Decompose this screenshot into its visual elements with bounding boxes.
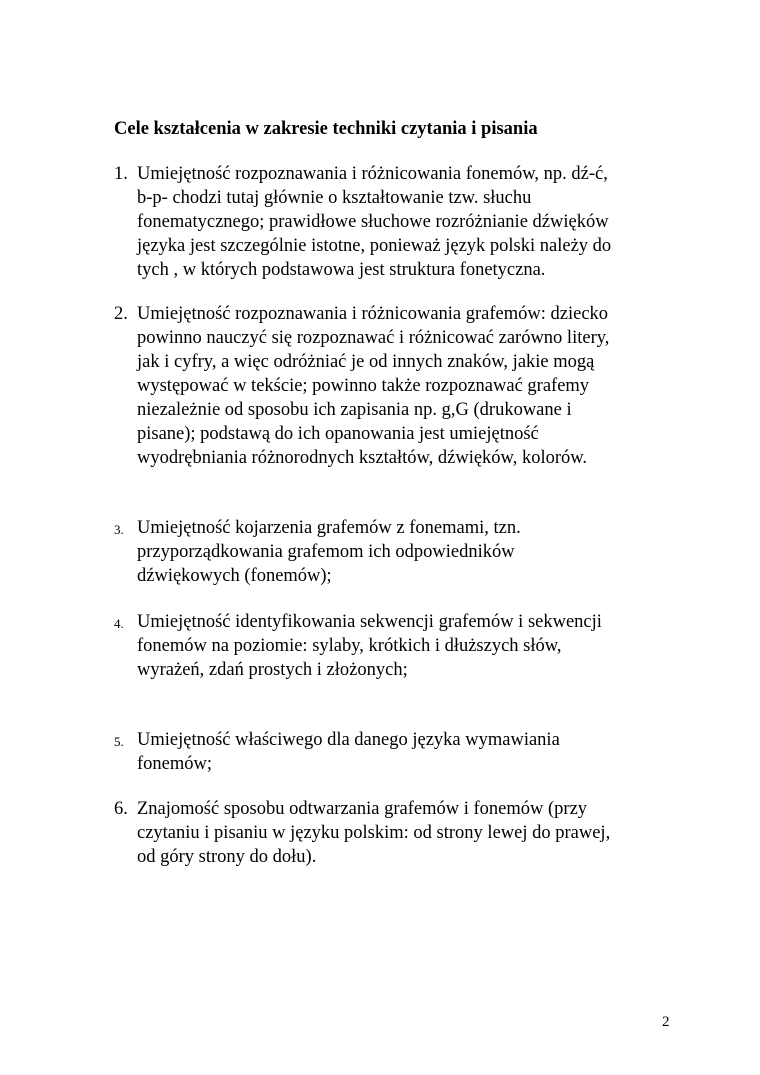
list-item-line: Umiejętność identyfikowania sekwencji grafemów i sekwencji (137, 612, 602, 632)
list-item-line: Znajomość sposobu odtwarzania grafemów i fonemów (przy (137, 799, 588, 819)
list-item-line: pisane); podstawą do ich opanowania jest umiejętność (137, 424, 539, 444)
list-item-line: przyporządkowania grafemom ich odpowiedników (137, 542, 515, 562)
list-item-line: występować w tekście; powinno także rozpoznawać grafemy (137, 376, 590, 396)
list-item-line: b-p- chodzi tutaj głównie o kształtowanie tzw. słuchu (137, 188, 532, 208)
list-item-text (137, 797, 682, 869)
list-item-line: fonemów na poziomie: sylaby, krótkich i dłuższych słów, (137, 636, 562, 656)
list-item-line: powinno nauczyć się rozpoznawać i różnicować zarówno litery, (137, 328, 610, 348)
list-item-line: niezależnie od sposobu ich zapisania np. g,G (drukowane i (137, 400, 572, 420)
list-item-number: 3. (114, 522, 124, 537)
list-item-line: dźwiękowych (fonemów); (137, 566, 332, 586)
list-item-text (137, 610, 682, 682)
list-item-line: jak i cyfry, a więc odróżniać je od innych znaków, jakie mogą (137, 352, 595, 372)
list-item-number: 1. (114, 164, 128, 184)
list-item-line: wyodrębniania różnorodnych kształtów, dźwięków, kolorów. (137, 448, 588, 468)
list-item-text (137, 162, 682, 282)
list-item-line: Umiejętność rozpoznawania i różnicowania fonemów, np. dź-ć, (137, 164, 608, 184)
list-item-line: czytaniu i pisaniu w języku polskim: od strony lewej do prawej, (137, 823, 611, 843)
list-item-line: tych , w których podstawowa jest struktura fonetyczna. (137, 260, 546, 280)
list-item-line: wyrażeń, zdań prostych i złożonych; (137, 660, 408, 680)
list-item-line: Umiejętność rozpoznawania i różnicowania grafemów: dziecko (137, 304, 609, 324)
list-item-line: od góry strony do dołu). (137, 847, 317, 867)
list-item-number: 5. (114, 734, 124, 749)
list-item-text (137, 516, 682, 588)
section-heading: Cele kształcenia w zakresie techniki czytania i pisania (114, 119, 538, 139)
list-item-line: fonematycznego; prawidłowe słuchowe rozróżnianie dźwięków (137, 212, 609, 232)
list-item-line: Umiejętność właściwego dla danego języka wymawiania (137, 730, 560, 750)
list-item-number: 2. (114, 304, 128, 324)
list-item-text (137, 728, 682, 776)
list-item-number: 4. (114, 616, 124, 631)
page-number: 2 (662, 1014, 670, 1030)
list-item-line: Umiejętność kojarzenia grafemów z fonemami, tzn. (137, 518, 521, 538)
list-item-line: fonemów; (137, 754, 213, 774)
list-item-text (137, 302, 682, 470)
list-item-number: 6. (114, 799, 128, 819)
list-item-line: języka jest szczególnie istotne, ponieważ język polski należy do (137, 236, 612, 256)
